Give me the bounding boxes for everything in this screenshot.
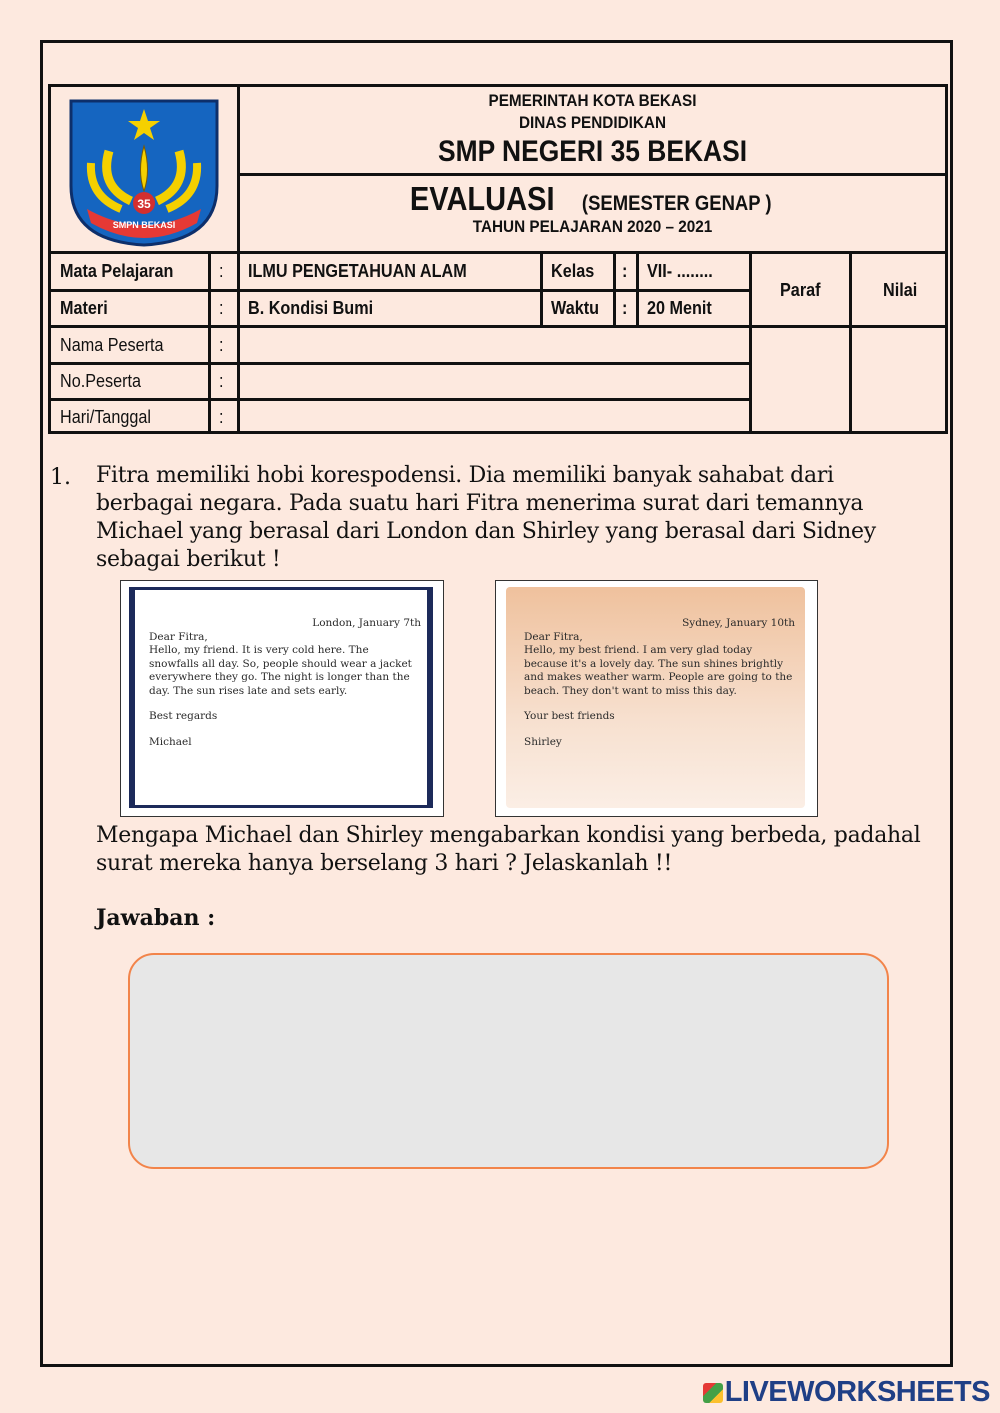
nama-label: Nama Peserta xyxy=(60,335,164,355)
no-label: No.Peserta xyxy=(60,371,142,391)
london-greeting: Dear Fitra, xyxy=(149,630,208,643)
letter-sydney xyxy=(495,580,818,817)
materi-value: B. Kondisi Bumi xyxy=(248,298,374,318)
colon: : xyxy=(219,298,224,318)
eval-title: EVALUASI xyxy=(410,180,555,217)
brand-icon xyxy=(703,1383,723,1403)
mapel-value: ILMU PENGETAHUAN ALAM xyxy=(248,261,467,281)
answer-label: Jawaban : xyxy=(96,905,216,931)
colon: : xyxy=(219,371,224,391)
header-table xyxy=(48,84,948,434)
letter-london xyxy=(120,580,444,817)
colon: : xyxy=(622,298,628,318)
colon: : xyxy=(219,261,224,281)
london-name: Michael xyxy=(149,735,192,748)
colon: : xyxy=(622,261,628,281)
materi-label: Materi xyxy=(60,298,108,318)
eval-block xyxy=(240,176,945,252)
mapel-label: Mata Pelajaran xyxy=(60,261,174,281)
colon: : xyxy=(219,407,224,427)
sydney-closing: Your best friends xyxy=(524,710,615,722)
gov-title: PEMERINTAH KOTA BEKASI xyxy=(488,91,697,110)
question-number: 1. xyxy=(50,465,71,490)
liveworksheets-brand xyxy=(703,1376,990,1409)
dept-title: DINAS PENDIDIKAN xyxy=(518,113,667,132)
sydney-date: Sydney, January 10th xyxy=(682,617,795,629)
school-logo xyxy=(59,91,229,249)
waktu-value: 20 Menit xyxy=(647,298,712,318)
kelas-label: Kelas xyxy=(551,261,595,281)
school-name: SMP NEGERI 35 BEKASI xyxy=(437,135,748,168)
logo-band-text: SMPN BEKASI xyxy=(112,219,176,230)
paraf-label: Paraf xyxy=(780,280,821,300)
brand-text: LIVEWORKSHEETS xyxy=(724,1376,990,1408)
sydney-body: Hello, my best friend. I am very glad today because it's a lovely day. The sun shines brightly and makes weather warm. People are going to the beach. They don't want to miss this day. xyxy=(524,644,793,697)
london-body: Hello, my friend. It is very cold here. The snowfalls all day. So, people should wear a jacket everywhere they go. The night is longer than the day. The sun rises late and sets early. xyxy=(149,644,412,697)
logo-cell xyxy=(51,87,240,252)
london-closing: Best regards xyxy=(149,710,218,722)
logo-badge: 35 xyxy=(137,196,151,211)
waktu-label: Waktu xyxy=(551,298,600,318)
hari-label: Hari/Tanggal xyxy=(60,407,151,427)
question-text: Fitra memiliki hobi korespodensi. Dia memiliki banyak sahabat dari berbagai negara. Pada suatu hari Fitra menerima surat dari temannya Michael yang berasal dari London dan Shirley yang berasal dari Sidney sebagai berikut ! xyxy=(96,463,876,572)
title-block xyxy=(240,87,945,175)
answer-box[interactable] xyxy=(128,953,889,1169)
academic-year: TAHUN PELAJARAN 2020 – 2021 xyxy=(472,217,713,236)
sydney-greeting: Dear Fitra, xyxy=(524,630,583,643)
kelas-value: VII- ........ xyxy=(647,261,713,281)
london-date: London, January 7th xyxy=(312,617,421,629)
sydney-name: Shirley xyxy=(524,735,562,748)
nilai-label: Nilai xyxy=(883,280,918,300)
question-prompt: Mengapa Michael dan Shirley mengabarkan kondisi yang berbeda, padahal surat mereka hanya berselang 3 hari ? Jelaskanlah !! xyxy=(96,823,921,876)
eval-subtitle: (SEMESTER GENAP ) xyxy=(582,192,772,215)
colon: : xyxy=(219,335,224,355)
